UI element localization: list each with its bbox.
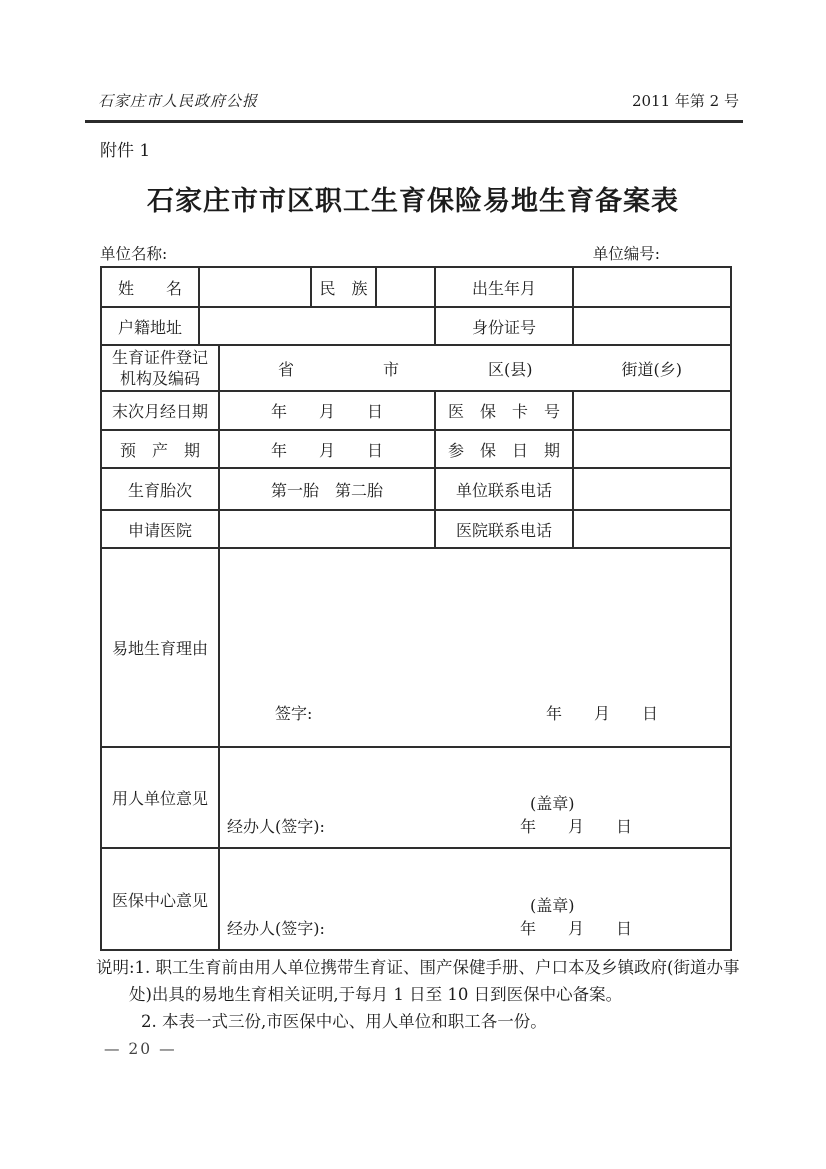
last-period-label-cell: 末次月经日期 [101, 391, 219, 430]
center-opinion-label-cell: 医保中心意见 [101, 848, 219, 950]
table-row-address [101, 307, 731, 345]
notes-block [96, 954, 740, 1035]
gazette-title: 石家庄市人民政府公报 [98, 92, 259, 110]
due-date-value-cell: 年 月 日 [219, 430, 435, 468]
hospital-value-cell [219, 510, 435, 548]
page-number: — 20 — [104, 1040, 177, 1058]
id-number-value-cell [573, 307, 731, 345]
center-opinion-value-cell [219, 848, 731, 950]
name-label-cell: 姓 名 [101, 267, 199, 307]
note-item-1: 说明:1. 职工生育前由用人单位携带生育证、围产保健手册、户口本及乡镇政府(街道办事处)出具的易地生育相关证明,于每月 1 日至 10 日到医保中心备案。 [96, 958, 740, 1004]
employer-opinion-label-cell: 用人单位意见 [101, 747, 219, 848]
cert-org-label-line1: 生育证件登记 [111, 348, 208, 367]
medical-card-value-cell [573, 391, 731, 430]
cert-org-label-cell [101, 345, 219, 391]
enrollment-date-label-cell: 参 保 日 期 [435, 430, 573, 468]
reason-signature-line [220, 701, 730, 746]
center-handler-line [220, 917, 730, 949]
ethnicity-label-cell: 民 族 [311, 267, 376, 307]
table-row-name [101, 267, 731, 307]
gazette-header [85, 90, 743, 123]
cert-org-value-cell [219, 345, 731, 391]
table-row-last-period [101, 391, 731, 430]
reason-value-cell [219, 548, 731, 747]
table-row-cert-org [101, 345, 731, 391]
handler-signature-label: 经办人(签字): [227, 919, 325, 938]
reason-label-cell: 易地生育理由 [101, 548, 219, 747]
level-city: 市 [383, 359, 400, 379]
id-number-label-cell: 身份证号 [435, 307, 573, 345]
hospital-phone-label-cell: 医院联系电话 [435, 510, 573, 548]
due-date-label-cell: 预 产 期 [101, 430, 219, 468]
level-street: 街道(乡) [621, 359, 682, 379]
ethnicity-value-cell [376, 267, 435, 307]
registration-form-table [100, 266, 732, 951]
cert-org-label-line2: 机构及编码 [119, 369, 200, 388]
level-district: 区(县) [488, 359, 533, 379]
level-province: 省 [278, 359, 295, 379]
table-row-birth-order [101, 468, 731, 510]
table-row-due-date [101, 430, 731, 468]
center-date-line: 年 月 日 [519, 919, 632, 938]
employer-date-line: 年 月 日 [519, 817, 632, 836]
name-value-cell [199, 267, 311, 307]
birth-year-month-value-cell [573, 267, 731, 307]
unit-phone-value-cell [573, 468, 731, 510]
hospital-phone-value-cell [573, 510, 731, 548]
employer-handler-line [220, 815, 730, 847]
hospital-label-cell: 申请医院 [101, 510, 219, 548]
form-title: 石家庄市市区职工生育保险易地生育备案表 [147, 186, 679, 217]
unit-phone-label-cell: 单位联系电话 [435, 468, 573, 510]
cert-org-levels [220, 357, 730, 380]
birth-order-label-cell: 生育胎次 [101, 468, 219, 510]
handler-signature-label: 经办人(签字): [227, 817, 325, 836]
birth-year-month-label-cell: 出生年月 [435, 267, 573, 307]
attachment-label: 附件 1 [100, 141, 151, 161]
employer-stamp-label: (盖章) [530, 794, 575, 813]
signature-date-line: 年 月 日 [545, 704, 658, 723]
note-item-2: 2. 本表一式三份,市医保中心、用人单位和职工各一份。 [141, 1012, 547, 1031]
gazette-issue-number: 2011 年第 2 号 [631, 92, 739, 110]
unit-info-row [100, 242, 730, 264]
medical-card-label-cell: 医 保 卡 号 [435, 391, 573, 430]
household-address-label-cell: 户籍地址 [101, 307, 199, 345]
table-row-center-opinion [101, 848, 731, 950]
unit-name-label: 单位名称: [100, 245, 168, 263]
signature-label: 签字: [275, 704, 313, 723]
table-row-reason [101, 548, 731, 747]
household-address-value-cell [199, 307, 435, 345]
birth-order-options-cell: 第一胎 第二胎 [219, 468, 435, 510]
center-stamp-label: (盖章) [530, 896, 575, 915]
enrollment-date-value-cell [573, 430, 731, 468]
employer-opinion-value-cell [219, 747, 731, 848]
table-row-employer-opinion [101, 747, 731, 848]
table-row-hospital [101, 510, 731, 548]
last-period-date-cell: 年 月 日 [219, 391, 435, 430]
unit-code-label: 单位编号: [592, 245, 660, 263]
